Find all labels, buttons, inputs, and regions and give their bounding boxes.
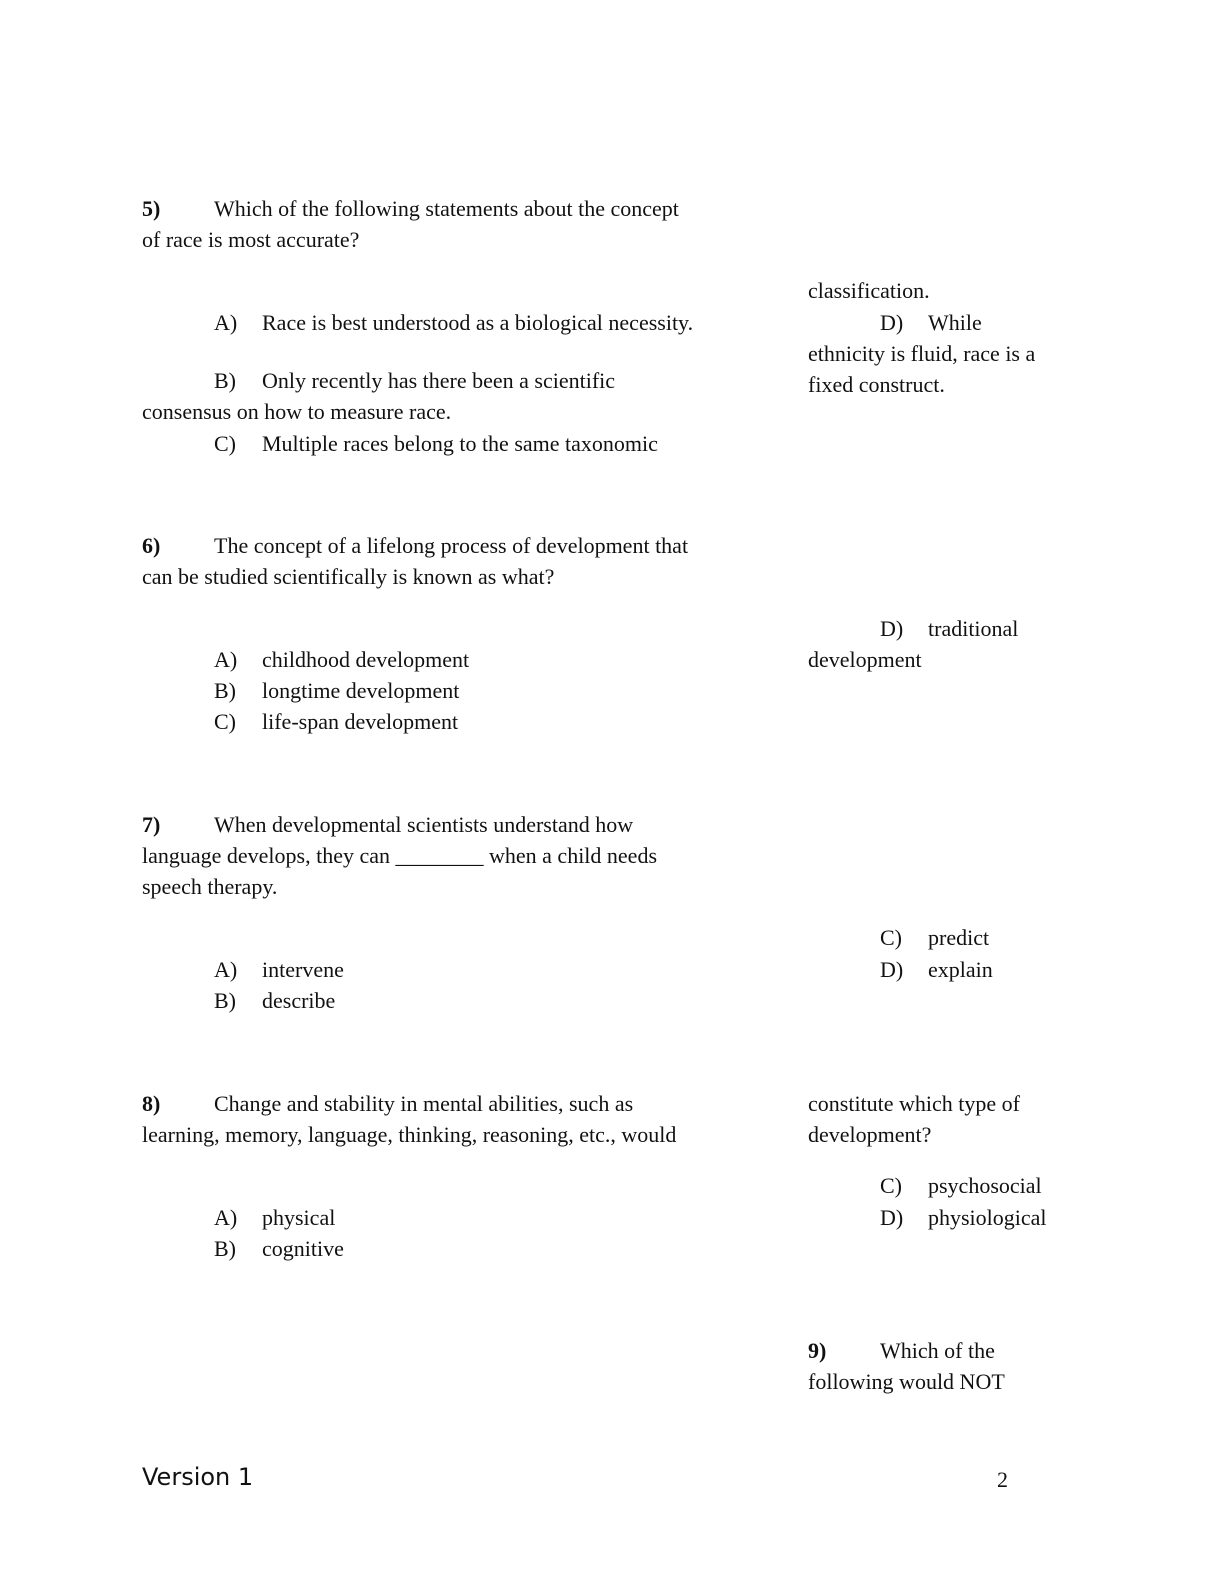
option-text: life-span development <box>262 709 459 734</box>
question-6-option-c <box>214 706 458 737</box>
question-number: 8) <box>142 1091 161 1116</box>
question-number: 6) <box>142 533 161 558</box>
question-7-option-b <box>214 985 335 1016</box>
option-letter: B) <box>214 988 236 1013</box>
question-8-stem-line-2: learning, memory, language, thinking, reasoning, etc., would <box>142 1122 677 1147</box>
question-7-option-a <box>214 954 344 985</box>
question-6-stem-line-1 <box>142 530 688 561</box>
question-5-stem-line-1 <box>142 193 679 224</box>
question-5-option-b <box>214 365 615 396</box>
question-number: 7) <box>142 812 161 837</box>
option-text: Multiple races belong to the same taxonomic <box>262 431 658 456</box>
question-6-stem-line-2: can be studied scientifically is known as what? <box>142 564 555 589</box>
question-5-option-a <box>214 307 693 338</box>
question-text: When developmental scientists understand how <box>214 812 634 837</box>
question-8-stem-line-1 <box>142 1088 633 1119</box>
question-8-right-line-1: constitute which type of <box>808 1091 1021 1116</box>
question-5-right-line-1: classification. <box>808 278 930 303</box>
option-letter: A) <box>214 1205 238 1230</box>
option-letter: A) <box>214 647 238 672</box>
question-6-option-b <box>214 675 459 706</box>
option-text: longtime development <box>262 678 460 703</box>
option-letter: B) <box>214 1236 236 1261</box>
question-7-option-d <box>880 954 993 985</box>
option-text: Race is best understood as a biological necessity. <box>262 310 694 335</box>
question-5-option-c <box>214 428 658 459</box>
question-8-option-a <box>214 1202 335 1233</box>
question-7-option-c <box>880 922 989 953</box>
question-text: Which of the <box>880 1338 995 1363</box>
option-letter: B) <box>214 368 236 393</box>
option-letter: A) <box>214 957 238 982</box>
question-8-right-line-2: development? <box>808 1122 932 1147</box>
question-text: Change and stability in mental abilities, such as <box>214 1091 634 1116</box>
question-8-option-b <box>214 1233 344 1264</box>
question-6-option-a <box>214 644 469 675</box>
option-text: describe <box>262 988 336 1013</box>
option-letter: D) <box>880 616 904 641</box>
option-letter: D) <box>880 957 904 982</box>
question-8-option-d <box>880 1202 1047 1233</box>
question-6-option-d <box>880 613 1018 644</box>
question-5-option-d <box>880 307 982 338</box>
option-letter: C) <box>214 431 236 456</box>
option-text: childhood development <box>262 647 470 672</box>
question-number: 5) <box>142 196 161 221</box>
option-text: predict <box>928 925 990 950</box>
option-letter: C) <box>880 925 902 950</box>
question-text: The concept of a lifelong process of development that <box>214 533 689 558</box>
option-text: traditional <box>928 616 1019 641</box>
question-6-right-line-1: development <box>808 647 922 672</box>
option-letter: D) <box>880 1205 904 1230</box>
option-letter: C) <box>880 1173 902 1198</box>
question-7-stem-line-1 <box>142 809 633 840</box>
question-7-stem-line-3: speech therapy. <box>142 874 278 899</box>
question-text: Which of the following statements about the concept <box>214 196 679 221</box>
option-text: physiological <box>928 1205 1047 1230</box>
option-letter: C) <box>214 709 236 734</box>
option-text: psychosocial <box>928 1173 1042 1198</box>
option-text: intervene <box>262 957 344 982</box>
option-text: physical <box>262 1205 336 1230</box>
page-number: 2 <box>997 1467 1008 1492</box>
option-text: Only recently has there been a scientific <box>262 368 616 393</box>
option-letter: D) <box>880 310 904 335</box>
question-5-stem-line-2: of race is most accurate? <box>142 227 360 252</box>
question-7-stem-line-2: language develops, they can ________ when a child needs <box>142 843 658 868</box>
version-label: Version 1 <box>142 1463 254 1491</box>
question-5-right-line-2: ethnicity is fluid, race is a <box>808 341 1036 366</box>
option-text: explain <box>928 957 993 982</box>
option-text: cognitive <box>262 1236 344 1261</box>
question-5-option-b-continuation: consensus on how to measure race. <box>142 399 452 424</box>
question-5-right-line-3: fixed construct. <box>808 372 945 397</box>
question-9-stem-line-1 <box>808 1335 995 1366</box>
question-9-stem-line-2: following would NOT <box>808 1369 1005 1394</box>
question-number: 9) <box>808 1338 827 1363</box>
option-letter: A) <box>214 310 238 335</box>
question-8-option-c <box>880 1170 1042 1201</box>
option-text: While <box>928 310 982 335</box>
option-letter: B) <box>214 678 236 703</box>
